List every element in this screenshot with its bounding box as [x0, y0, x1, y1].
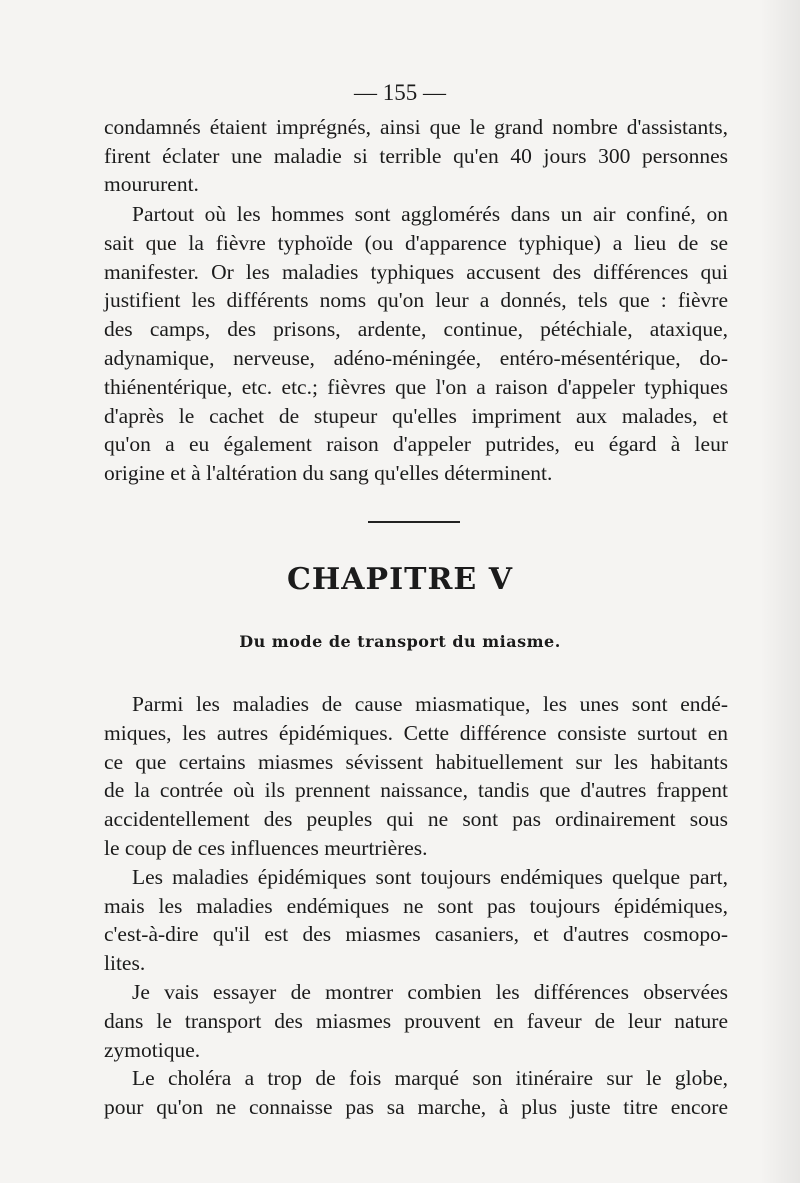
text-line: moururent. — [104, 172, 199, 196]
chapter-title: CHAPITRE V — [287, 562, 513, 597]
text-line: le coup de ces influences meurtrières. — [104, 835, 428, 860]
text-line: d'après le cachet de stupeur qu'elles impriment aux malades, et — [104, 403, 728, 428]
text-line: justifient les différents noms qu'on leur a donnés, tels que : fièvre — [104, 288, 728, 313]
section-title: Du mode de transport du miasme. — [239, 632, 561, 651]
text-line: ce que certains miasmes sévissent habituellement sur les habitants — [104, 749, 728, 774]
text-line: Je vais essayer de montrer combien les différences observées — [132, 979, 728, 1004]
text-line: firent éclater une maladie si terrible qu'en 40 jours 300 personnes — [104, 143, 728, 168]
text-line: qu'on a eu également raison d'appeler putrides, eu égard à leur — [104, 432, 728, 457]
text-line: Parmi les maladies de cause miasmatique, les unes sont endé- — [132, 692, 728, 716]
text-block-top — [104, 113, 728, 171]
text-block-top-end — [104, 170, 728, 199]
text-line: mais les maladies endémiques ne sont pas toujours épidémiques, — [104, 893, 728, 918]
text-line: adynamique, nerveuse, adéno-méningée, entéro-mésentérique, do- — [104, 345, 728, 370]
paragraph — [104, 690, 728, 863]
text-line: dans le transport des miasmes prouvent en faveur de leur nature — [104, 1008, 728, 1033]
text-block-bottom — [104, 690, 728, 1122]
text-line: Le choléra a trop de fois marqué son itinéraire sur le globe, — [132, 1066, 728, 1091]
text-line: miques, les autres épidémiques. Cette différence consiste surtout en — [104, 720, 728, 745]
text-line: condamnés étaient imprégnés, ainsi que le grand nombre d'assistants, — [104, 115, 728, 139]
text-line: origine et à l'altération du sang qu'elles déterminent. — [104, 461, 553, 486]
text-line: accidentellement des peuples qui ne sont pas ordinairement sous — [104, 807, 728, 832]
text-line: des camps, des prisons, ardente, continue, pétéchiale, ataxique, — [104, 317, 728, 342]
text-line: pour qu'on ne connaisse pas sa marche, à plus juste titre encore — [104, 1095, 728, 1120]
page-number: — 155 — — [354, 80, 446, 105]
text-line: c'est-à-dire qu'il est des miasmes casaniers, et d'autres cosmopo- — [104, 922, 728, 947]
text-block-mid — [104, 200, 728, 488]
text-line: lites. — [104, 951, 146, 976]
paragraph-end — [104, 170, 728, 199]
text-line: zymotique. — [104, 1037, 201, 1062]
paragraph — [104, 863, 728, 978]
section-divider — [368, 521, 460, 523]
paragraph — [104, 200, 728, 488]
text-line: Les maladies épidémiques sont toujours endémiques quelque part, — [132, 864, 728, 889]
text-line: thiénentérique, etc. etc.; fièvres que l'on a raison d'appeler typhiques — [104, 374, 728, 399]
paragraph — [104, 978, 728, 1064]
text-line: Partout où les hommes sont agglomérés dans un air confiné, on — [132, 202, 728, 226]
text-line: manifester. Or les maladies typhiques accusent des différences qui — [104, 259, 728, 284]
text-line: sait que la fièvre typhoïde (ou d'apparence typhique) a lieu de se — [104, 230, 728, 255]
paragraph — [104, 1064, 728, 1122]
paragraph — [104, 113, 728, 171]
text-line: de la contrée où ils prennent naissance, tandis que d'autres frappent — [104, 778, 728, 803]
